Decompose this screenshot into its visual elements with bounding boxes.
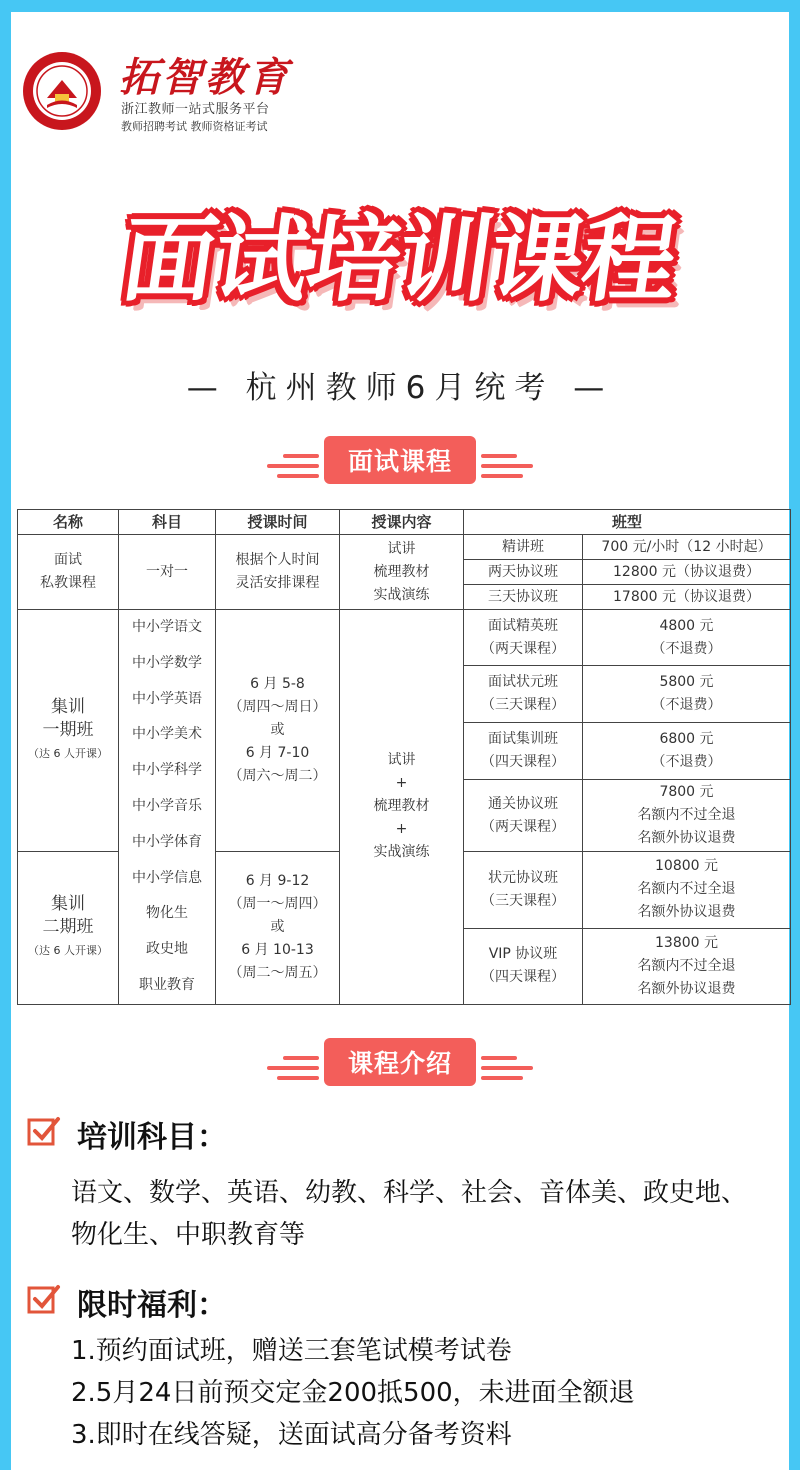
group2-time-line: 或 (270, 919, 285, 936)
class-refund-line: 名额内不过全退 (637, 957, 736, 974)
brand-services: 教师招聘考试 教师资格证考试 (121, 120, 268, 133)
group2-time-cell (216, 852, 340, 1005)
private-time-line: 灵活安排课程 (235, 575, 320, 591)
private-class-price: 17800 元（协议退费） (583, 585, 791, 610)
subject-item: 中小学体育 (132, 833, 202, 850)
benefit-item: 1.预约面试班，赠送三套笔试模考试卷 (71, 1336, 512, 1366)
group-content-line: 实战演练 (373, 844, 430, 861)
brand-tagline: 浙江教师一站式服务平台 (121, 102, 270, 117)
group1-note: （达 6 人开课） (28, 747, 108, 760)
class-refund-line: 名额外协议退费 (637, 904, 736, 921)
group-content-line: 梳理教材 (373, 798, 430, 815)
class-price-line: 5800 元 (659, 674, 714, 690)
private-name-line: 私教课程 (40, 575, 96, 591)
group1-time-line: 或 (270, 722, 285, 738)
subjects-line: 语文、数学、英语、幼教、科学、社会、音体美、政史地、 (71, 1178, 748, 1208)
private-content-line: 梳理教材 (373, 563, 430, 580)
courses-section-label (11, 436, 789, 484)
private-content-line: 试讲 (387, 540, 416, 557)
intro-section-title: 课程介绍 (324, 1038, 476, 1086)
benefit-item: 2.5月24日前预交定金200抵500，未进面全额退 (71, 1378, 635, 1408)
group-content-line: 试讲 (387, 752, 416, 769)
class-duration-line: （三天课程） (481, 892, 565, 909)
group2-name-line: 集训 (51, 894, 85, 915)
group1-time-cell (216, 610, 340, 852)
class-refund-line: 名额内不过全退 (637, 881, 736, 898)
group-class-name (464, 723, 583, 780)
benefits-heading: 限时福利： (77, 1288, 227, 1323)
class-price-line: 6800 元 (659, 731, 714, 747)
group2-time-line: 6 月 9-12 (245, 873, 310, 890)
subject-item: 物化生 (146, 905, 188, 922)
group-content-cell (340, 610, 464, 1005)
private-name-line: 面试 (54, 552, 82, 568)
right-stripes-decoration (481, 452, 539, 480)
class-name-line: 面试精英班 (488, 617, 558, 634)
subject-item: 中小学语文 (132, 619, 202, 635)
subjects-line: 物化生、中职教育等 (71, 1220, 306, 1250)
group-class-price (583, 780, 791, 852)
subject-item: 职业教育 (139, 976, 195, 993)
left-stripes-decoration (261, 1054, 319, 1082)
group1-time-line: （周四～周日） (228, 699, 327, 715)
subjects-cell (119, 610, 216, 1005)
subtitle: — 杭州教师6月统考 — (186, 370, 614, 406)
group1-name-line: 集训 (51, 697, 85, 717)
class-refund-line: 名额外协议退费 (637, 830, 736, 846)
group1-name-line: 一期班 (42, 720, 94, 740)
private-class-price: 12800 元（协议退费） (583, 560, 791, 585)
class-refund-line: （不退费） (651, 754, 722, 770)
subject-item: 政史地 (146, 941, 188, 958)
private-time-line: 根据个人时间 (235, 552, 320, 568)
right-stripes-decoration (481, 1054, 539, 1082)
private-class-name: 两天协议班 (464, 560, 583, 585)
group-content-line: + (395, 821, 408, 838)
subjects-text (71, 1172, 747, 1256)
class-refund-line: 名额内不过全退 (637, 807, 736, 823)
group2-note: （达 6 人开课） (28, 944, 108, 958)
group-class-name (464, 610, 583, 666)
class-price-line: 7800 元 (659, 784, 714, 800)
group2-name-cell (18, 852, 119, 1005)
brand-name: 拓智教育 (119, 54, 291, 101)
poster (11, 12, 789, 1470)
group1-time-line: 6 月 7-10 (245, 745, 310, 761)
group2-name-line: 二期班 (42, 917, 94, 938)
courses-section-title: 面试课程 (324, 436, 476, 484)
group2-time-line: （周二～周五） (228, 965, 327, 982)
subject-item: 中小学英语 (132, 690, 202, 707)
class-price-line: 13800 元 (655, 934, 718, 951)
private-subject-cell: 一对一 (119, 535, 216, 610)
private-time-cell (216, 535, 340, 610)
group2-time-line: （周一～周四） (228, 896, 327, 913)
class-duration-line: （两天课程） (481, 640, 565, 657)
group-class-price (583, 666, 791, 723)
benefits-list (71, 1330, 635, 1456)
private-name-cell (18, 535, 119, 610)
left-stripes-decoration (261, 452, 319, 480)
group-class-price (583, 610, 791, 666)
header-time: 授课时间 (216, 510, 340, 535)
brand-logo (21, 50, 103, 132)
class-name-line: 面试集训班 (488, 731, 558, 747)
class-duration-line: （三天课程） (481, 697, 565, 713)
class-name-line: 面试状元班 (488, 674, 558, 690)
subject-item: 中小学美术 (132, 726, 202, 743)
group1-time-line: （周六～周二） (228, 768, 327, 784)
class-name-line: 通关协议班 (488, 795, 558, 812)
class-name-line: VIP 协议班 (488, 946, 558, 963)
group-class-name (464, 780, 583, 852)
private-class-price: 700 元/小时（12 小时起） (583, 535, 791, 560)
group-class-name (464, 852, 583, 929)
private-class-name: 三天协议班 (464, 585, 583, 610)
header-class-type: 班型 (464, 510, 791, 535)
subjects-heading: 培训科目： (77, 1120, 227, 1155)
class-refund-line: （不退费） (651, 697, 722, 713)
class-name-line: 状元协议班 (488, 869, 558, 886)
class-price-line: 4800 元 (659, 617, 714, 634)
header-subject: 科目 (119, 510, 216, 535)
table-header-row (18, 510, 791, 535)
class-duration-line: （四天课程） (481, 754, 565, 770)
private-content-line: 实战演练 (373, 586, 430, 603)
checkbox-icon (27, 1114, 61, 1148)
group-class-price (583, 723, 791, 780)
main-title-text: 面试培训课程 (115, 206, 683, 315)
group-class-name (464, 666, 583, 723)
group-class-price (583, 928, 791, 1004)
private-content-cell (340, 535, 464, 610)
group-class-price (583, 852, 791, 929)
header-name: 名称 (18, 510, 119, 535)
class-duration-line: （两天课程） (481, 818, 565, 835)
group1-name-cell (18, 610, 119, 852)
group1-time-line: 6 月 5-8 (250, 676, 305, 692)
intro-section-label (11, 1038, 789, 1086)
group-content-line: + (395, 775, 408, 792)
group2-time-line: 6 月 10-13 (241, 942, 314, 959)
class-refund-line: 名额外协议退费 (637, 980, 736, 997)
private-class-name: 精讲班 (464, 535, 583, 560)
class-refund-line: （不退费） (651, 640, 722, 657)
header-content: 授课内容 (340, 510, 464, 535)
main-title (11, 184, 789, 319)
group-class-name (464, 928, 583, 1004)
class-price-line: 10800 元 (655, 858, 718, 875)
course-table (17, 509, 791, 1005)
table-row (18, 610, 791, 666)
class-duration-line: （四天课程） (481, 969, 565, 986)
benefit-item: 3.即时在线答疑，送面试高分备考资料 (71, 1420, 512, 1450)
checkbox-icon (27, 1282, 61, 1316)
table-row (18, 535, 791, 560)
subject-item: 中小学数学 (132, 654, 202, 671)
subject-item: 中小学科学 (132, 762, 202, 779)
subject-item: 中小学信息 (132, 869, 202, 886)
subject-item: 中小学音乐 (132, 797, 202, 814)
